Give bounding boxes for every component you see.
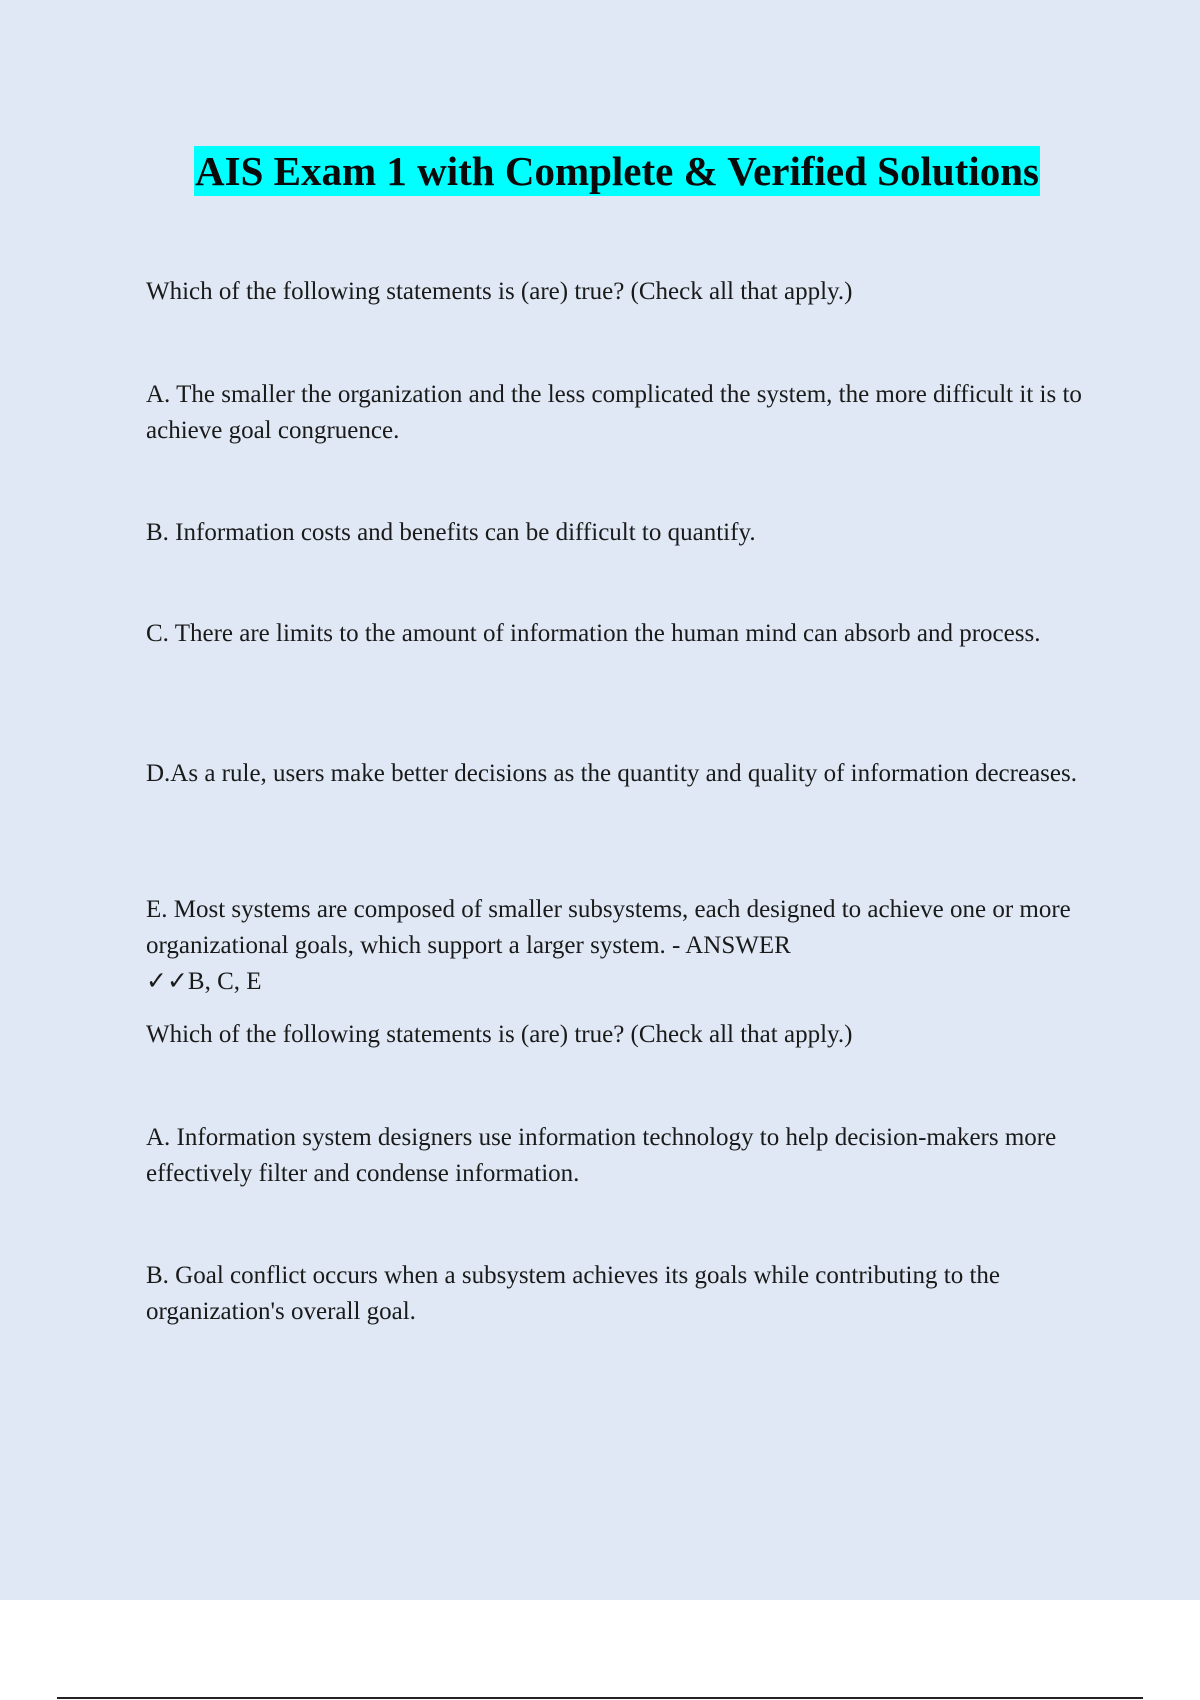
footer-divider <box>57 1697 1143 1699</box>
question-1-option-e: E. Most systems are composed of smaller subsystems, each designed to achieve one or more organizational goals, which support a larger system. - ANSWER <box>146 896 1071 959</box>
question-1-prompt: Which of the following statements is (are) true? (Check all that apply.) <box>146 278 853 305</box>
question-1-option-d: D.As a rule, users make better decisions as the quantity and quality of information decreases. <box>146 760 1077 787</box>
title-container <box>0 146 1200 196</box>
question-1-option-c: C. There are limits to the amount of information the human mind can absorb and process. <box>146 620 1041 647</box>
question-1-option-e-block <box>146 892 1086 1000</box>
question-2-option-b: B. Goal conflict occurs when a subsystem achieves its goals while contributing to the organization's overall goal. <box>146 1262 1000 1325</box>
document-title: AIS Exam 1 with Complete & Verified Solutions <box>195 148 1039 194</box>
question-1-option-b: B. Information costs and benefits can be difficult to quantify. <box>146 519 756 546</box>
question-1-option-a: A. The smaller the organization and the less complicated the system, the more difficult it is to achieve goal congruence. <box>146 381 1082 444</box>
question-2-prompt: Which of the following statements is (are) true? (Check all that apply.) <box>146 1021 853 1048</box>
question-2-option-a: A. Information system designers use information technology to help decision-makers more effectively filter and condense information. <box>146 1124 1057 1187</box>
question-1-answer: ✓✓B, C, E <box>146 968 262 995</box>
